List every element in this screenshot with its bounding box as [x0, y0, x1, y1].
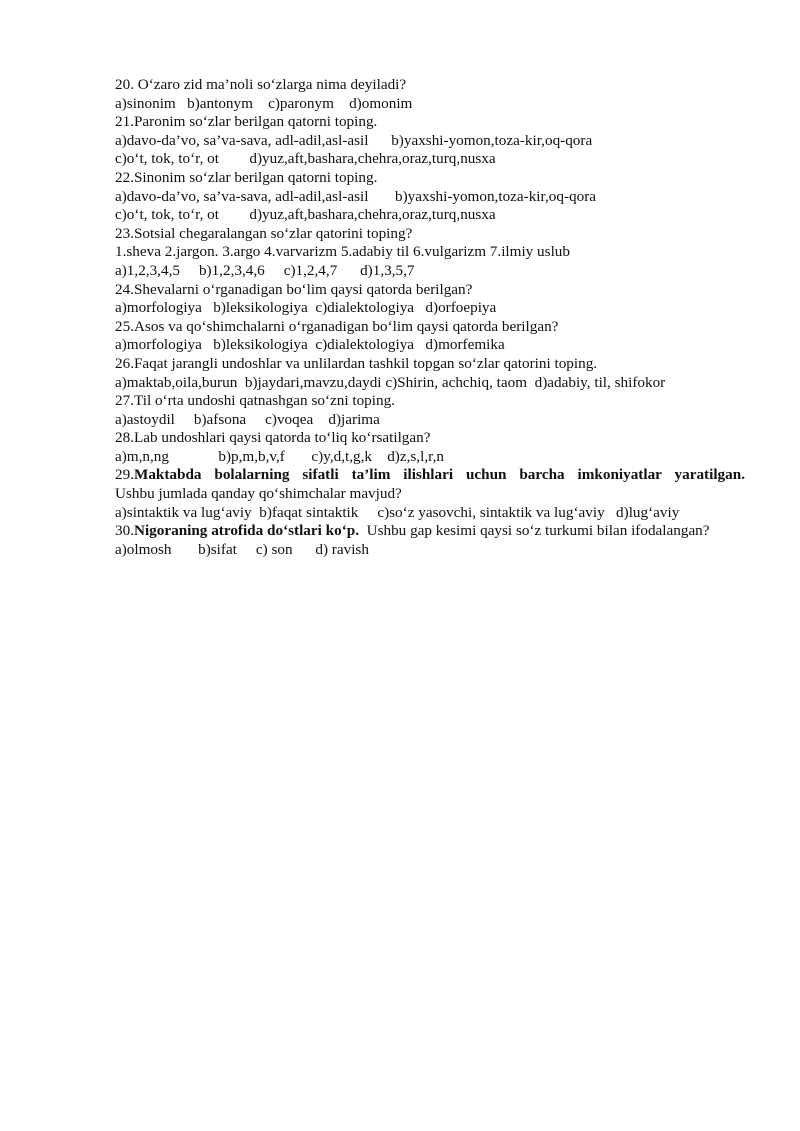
question-22-options-2: c)o‘t, tok, to‘r, ot d)yuz,aft,bashara,chehra,oraz,turq,nusxa	[115, 206, 496, 224]
question-29-sentence	[115, 466, 745, 485]
question-27-options: a)astoydil b)afsona c)voqea d)jarima	[115, 410, 380, 428]
question-30-bold-sentence: Nigoraning atrofida do‘stlari ko‘p.	[133, 522, 360, 540]
question-23-options: a)1,2,3,4,5 b)1,2,3,4,6 c)1,2,4,7 d)1,3,5,7	[115, 261, 415, 279]
question-22-options-1: a)davo-da’vo, sa’va-sava, adl-adil,asl-asil b)yaxshi-yomon,toza-kir,oq-qora	[115, 187, 597, 205]
question-30-text: Ushbu gap kesimi qaysi so‘z turkumi bilan ifodalangan?	[359, 522, 710, 540]
question-25-options: a)morfologiya b)leksikologiya c)dialektologiya d)morfemika	[115, 336, 505, 354]
question-20-text: 20. O‘zaro zid ma’noli so‘zlarga nima deyiladi?	[115, 76, 407, 93]
question-29-bold-sentence: Maktabda bolalarning sifatli ta’lim ilishlari uchun barcha imkoniyatlar yaratilgan.	[133, 466, 745, 484]
question-21-text: 21.Paronim so‘zlar berilgan qatorni toping.	[115, 113, 378, 131]
question-26-options: a)maktab,oila,burun b)jaydari,mavzu,daydi c)Shirin, achchiq, taom d)adabiy, til, shifokor	[115, 373, 666, 391]
question-25-text: 25.Asos va qo‘shimchalarni o‘rganadigan bo‘lim qaysi qatorda berilgan?	[115, 317, 559, 335]
question-24-options: a)morfologiya b)leksikologiya c)dialektologiya d)orfoepiya	[115, 299, 497, 317]
question-29-text: Ushbu jumlada qanday qo‘shimchalar mavjud?	[115, 485, 402, 503]
question-23-list: 1.sheva 2.jargon. 3.argo 4.varvarizm 5.adabiy til 6.vulgarizm 7.ilmiy uslub	[115, 243, 570, 261]
question-29-number: 29.	[115, 466, 134, 484]
question-30-number: 30.	[115, 522, 134, 540]
question-22-text: 22.Sinonim so‘zlar berilgan qatorni toping.	[115, 168, 378, 186]
test-questions-document	[115, 76, 745, 559]
question-28-options: a)m,n,ng b)p,m,b,v,f c)y,d,t,g,k d)z,s,l,r,n	[115, 447, 444, 465]
question-21-options-1: a)davo-da’vo, sa’va-sava, adl-adil,asl-asil b)yaxshi-yomon,toza-kir,oq-qora	[115, 131, 593, 149]
question-29-options: a)sintaktik va lug‘aviy b)faqat sintaktik c)so‘z yasovchi, sintaktik va lug‘aviy d)lug‘aviy	[115, 503, 680, 521]
question-30-options: a)olmosh b)sifat c) son d) ravish	[115, 540, 369, 558]
question-27-text: 27.Til o‘rta undoshi qatnashgan so‘zni toping.	[115, 392, 395, 410]
question-24-text: 24.Shevalarni o‘rganadigan bo‘lim qaysi qatorda berilgan?	[115, 280, 473, 298]
question-23-text: 23.Sotsial chegaralangan so‘zlar qatorini toping?	[115, 224, 413, 242]
question-26-text: 26.Faqat jarangli undoshlar va unlilardan tashkil topgan so‘zlar qatorini toping.	[115, 354, 598, 372]
question-28-text: 28.Lab undoshlari qaysi qatorda to‘liq ko‘rsatilgan?	[115, 429, 431, 447]
question-20-options: a)sinonim b)antonym c)paronym d)omonim	[115, 94, 413, 112]
question-21-options-2: c)o‘t, tok, to‘r, ot d)yuz,aft,bashara,chehra,oraz,turq,nusxa	[115, 150, 496, 168]
question-30-sentence	[115, 522, 745, 541]
